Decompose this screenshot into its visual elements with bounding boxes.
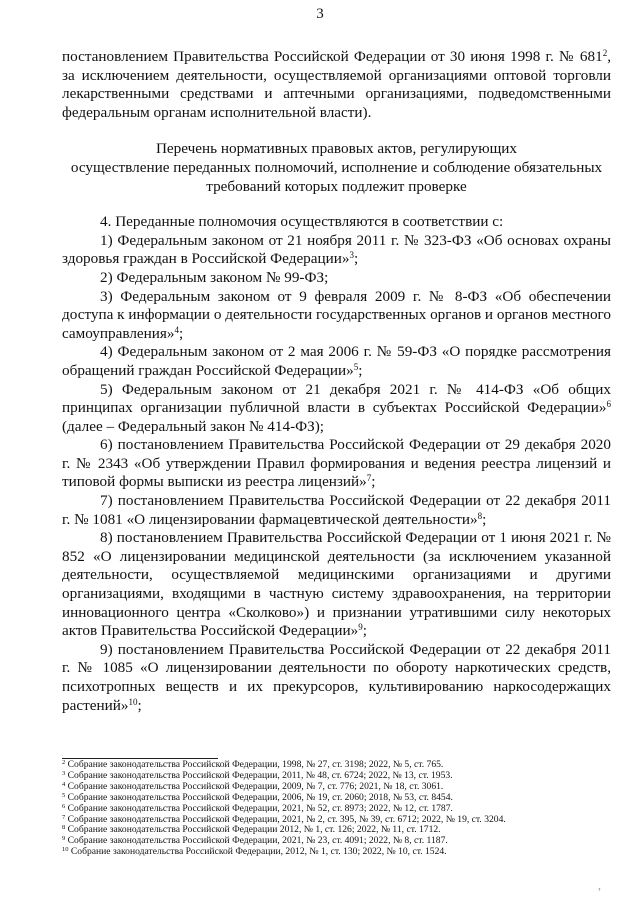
footnote-ref: 9: [358, 622, 363, 633]
footnote-ref: 5: [353, 361, 359, 372]
list-item-2: 2) Федеральным законом № 99-ФЗ;: [100, 268, 329, 286]
footnote-ref: 3: [349, 250, 354, 261]
footnote: $^2$ Собрание законодательства Российской Федерации, 1998, № 27, ст. 3198; 2022, № 5, ст. 765.: [62, 759, 444, 770]
footnote-ref: 4: [174, 324, 179, 335]
scan-mark: ,: [598, 878, 601, 892]
list-item-6: 6) постановлением Правительства Российской Федерации от 29 декабря 2020 г. № 2343 «Об утверждении Правил формирования и ведения реестра лицензий и типовой формы выписки из реестра лицензий»$^7$;: [62, 436, 611, 491]
page-number: 3: [316, 6, 324, 22]
footnote: $^9$ Собрание законодательства Российской Федерации, 2021, № 23, ст. 4091; 2022, № 8, ст. 1187.: [62, 835, 448, 847]
document-body: [62, 48, 611, 715]
list-item-7: 7) постановлением Правительства Российской Федерации от 22 декабря 2011 г. № 1081 «О лицензировании фармацевтической деятельности»$^8$;: [62, 492, 611, 528]
footnote-ref: 7: [366, 473, 372, 484]
footnote: $^5$ Собрание законодательства Российской Федерации, 2006, № 19, ст. 2060; 2018, № 53, ст. 8454.: [62, 791, 453, 803]
footnote: $^8$ Собрание законодательства Российской Федерации 2012, № 1, ст. 126; 2022, № 11, ст. 1712.: [62, 824, 441, 836]
footnotes: [62, 760, 611, 858]
footnote: $^{10}$ Собрание законодательства Российской Федерации, 2012, № 1, ст. 130; 2022, № 10, ст. 1524.: [62, 846, 447, 858]
footnote-ref: 6: [606, 399, 611, 410]
section-heading: Перечень нормативных правовых актов, регулирующих осуществление переданных полномочий, исполнение и соблюдение обязательных требований которых подлежит проверке: [70, 140, 603, 195]
intro-paragraph: постановлением Правительства Российской Федерации от 30 июня 1998 г. № $681^2$, за исключением деятельности, осуществляемой организациями оптовой торговли лекарственными средствами и аптечными организациями, подведомственными федеральным органам исполнительной власти).: [62, 48, 611, 121]
footnote-ref: 10: [128, 696, 138, 707]
list-item-1: 1) Федеральным законом от 21 ноября 2011 г. № 323-ФЗ «Об основах охраны здоровья граждан в Российской Федерации»$^3$;: [62, 231, 611, 268]
paragraph-4: 4. Переданные полномочия осуществляются в соответствии с:: [100, 213, 504, 231]
list-item-4: 4) Федеральным законом от 2 мая 2006 г. № 59-ФЗ «О порядке рассмотрения обращений граждан Российской Федерации»$^5$;: [62, 343, 611, 379]
footnote-ref: 2: [602, 48, 608, 58]
footnote-ref: 8: [477, 510, 483, 521]
list-item-9: 9) постановлением Правительства Российской Федерации от 22 декабря 2011 г. № 1085 «О лицензировании деятельности по обороту наркотических средств, психотропных веществ и их прекурсоров, культивированию наркосодержащих растений»$^{10}$;: [62, 640, 611, 714]
list-item-3: 3) Федеральным законом от 9 февраля 2009 г. № 8-ФЗ «Об обеспечении доступа к информации о деятельности государственных органов и органов местного самоуправления»$^4$;: [62, 287, 611, 342]
footnote: $^6$ Собрание законодательства Российской Федерации, 2021, № 52, ст. 8973; 2022, № 12, ст. 1787.: [62, 802, 453, 814]
footnote: $^3$ Собрание законодательства Российской Федерации, 2011, № 48, ст. 6724; 2022, № 13, ст. 1953.: [62, 769, 453, 781]
list-item-5: 5) Федеральным законом от 21 декабря 2021 г. № 414-ФЗ «Об общих принципах организации публичной власти в субъектах Российской Федерации»$^6$ (далее – Федеральный закон № 414-ФЗ);: [62, 380, 611, 435]
list-item-8: 8) постановлением Правительства Российской Федерации от 1 июня 2021 г. № 852 «О лицензировании медицинской деятельности (за исключением указанной деятельности, осуществляемой медицинскими организациями и другими организациями, входящими в частную систему здравоохранения, на территории инновационного центра «Сколково») и признании утратившими силу некоторых актов Правительства Российской Федерации»$^9$;: [62, 529, 611, 640]
footnote: $^7$ Собрание законодательства Российской Федерации, 2021, № 2, ст. 395, № 39, ст. 6712; 2022, № 19, ст. 3204.: [62, 813, 506, 825]
footnote: $^4$ Собрание законодательства Российской Федерации, 2009, № 7, ст. 776; 2021, № 18, ст. 3061.: [62, 780, 444, 792]
